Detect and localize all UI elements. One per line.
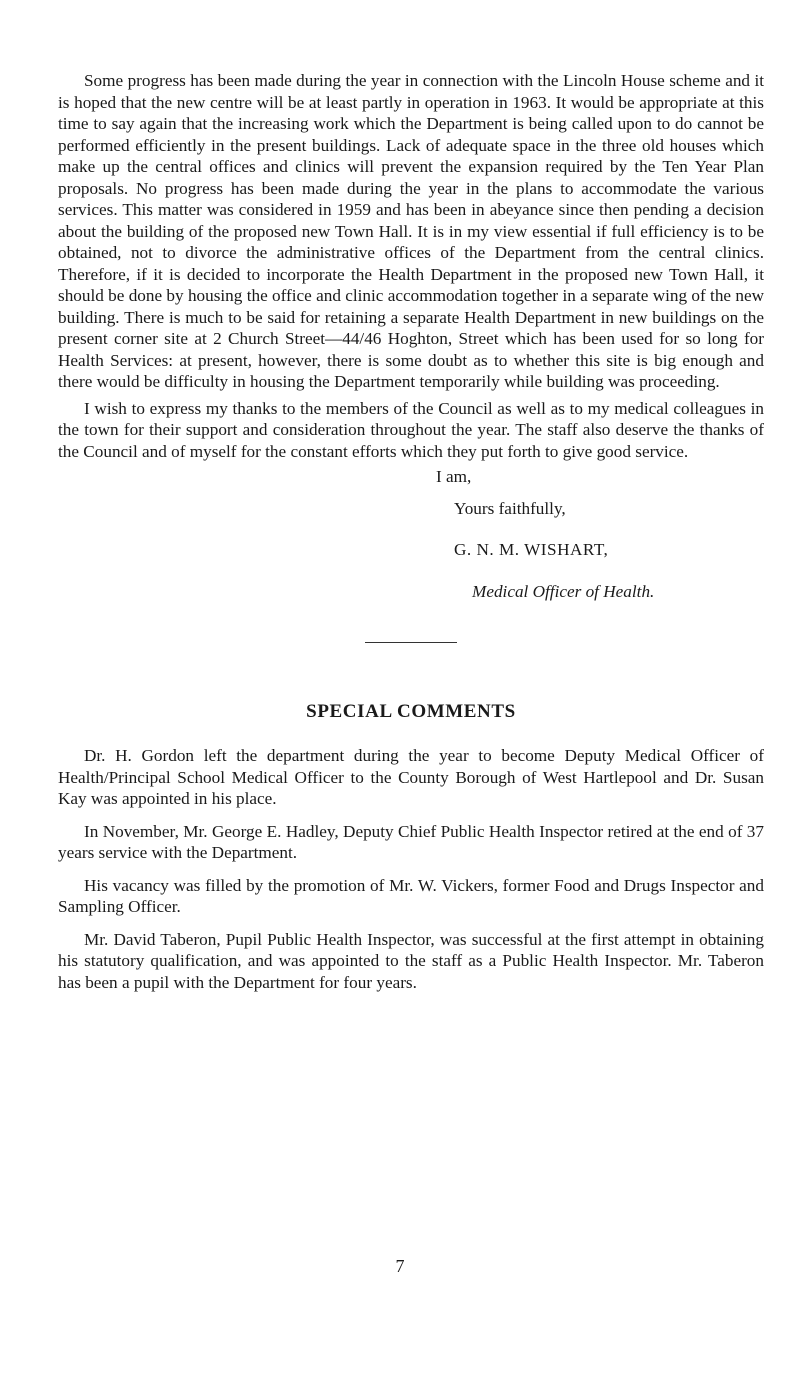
document-page — [58, 70, 764, 993]
page-number: 7 — [395, 1256, 405, 1276]
signatory-name: G. N. M. WISHART, — [454, 540, 609, 559]
special-comments-section — [58, 701, 764, 993]
comment-paragraph-hadley: In November, Mr. George E. Hadley, Deputy Chief Public Health Inspector retired at the end of 37 years service with the Department. — [58, 821, 764, 862]
comment-paragraph-gordon: Dr. H. Gordon left the department during the year to become Deputy Medical Officer of Health/Principal School Medical Officer to the County Borough of West Hartlepool and Dr. Susan Kay was appointed in his place. — [58, 746, 764, 808]
letter-section — [58, 70, 764, 602]
letter-paragraph-lincoln-house: Some progress has been made during the year in connection with the Lincoln House scheme and it is hoped that the new centre will be at least partly in operation in 1963. It would be appropriate at this time to say again that the increasing work which the Department is being called upon to do cannot be performed efficiently in the present buildings. Lack of adequate space in the three old houses which make up the central offices and clinics will prevent the expansion required by the Ten Year Plan proposals. No progress has been made during the year in the plans to accommodate the various services. This matter was considered in 1959 and has been in abeyance since then pending a decision about the building of the proposed new Town Hall. It is in my view essential if full efficiency is to be obtained, not to divorce the administrative offices of the Department from the central clinics. Therefore, if it is decided to incorporate the Health Department in the proposed new Town Hall, it should be done by housing the office and clinic accommodation together in a separate wing of the new building. There is much to be said for retaining a separate Health Department in new buildings on the present corner site at 2 Church Street—44/46 Hoghton, Street which has been used for so long for Health Services: at present, however, there is some doubt as to whether this site is big enough and there would be difficulty in housing the Department temporarily while building was proceeding. — [58, 71, 764, 391]
signatory-title: Medical Officer of Health. — [472, 581, 655, 601]
section-heading: SPECIAL COMMENTS — [306, 701, 516, 722]
comment-paragraph-vickers: His vacancy was filled by the promotion of Mr. W. Vickers, former Food and Drugs Inspector and Sampling Officer. — [58, 875, 764, 916]
section-divider — [365, 642, 457, 643]
letter-closing — [58, 466, 764, 602]
letter-paragraph-thanks: I wish to express my thanks to the members of the Council as well as to my medical colleagues in the town for their support and consideration throughout the year. The staff also deserve the thanks of the Council and of myself for the constant efforts which they put forth to give good service. — [58, 398, 764, 461]
closing-i-am: I am, — [436, 467, 472, 486]
closing-yours-faithfully: Yours faithfully, — [454, 498, 566, 518]
comment-paragraph-taberon: Mr. David Taberon, Pupil Public Health Inspector, was successful at the first attempt in obtaining his statutory qualification, and was appointed to the staff as a Public Health Inspector. Mr. Taberon has been a pupil with the Department for four years. — [58, 929, 764, 992]
